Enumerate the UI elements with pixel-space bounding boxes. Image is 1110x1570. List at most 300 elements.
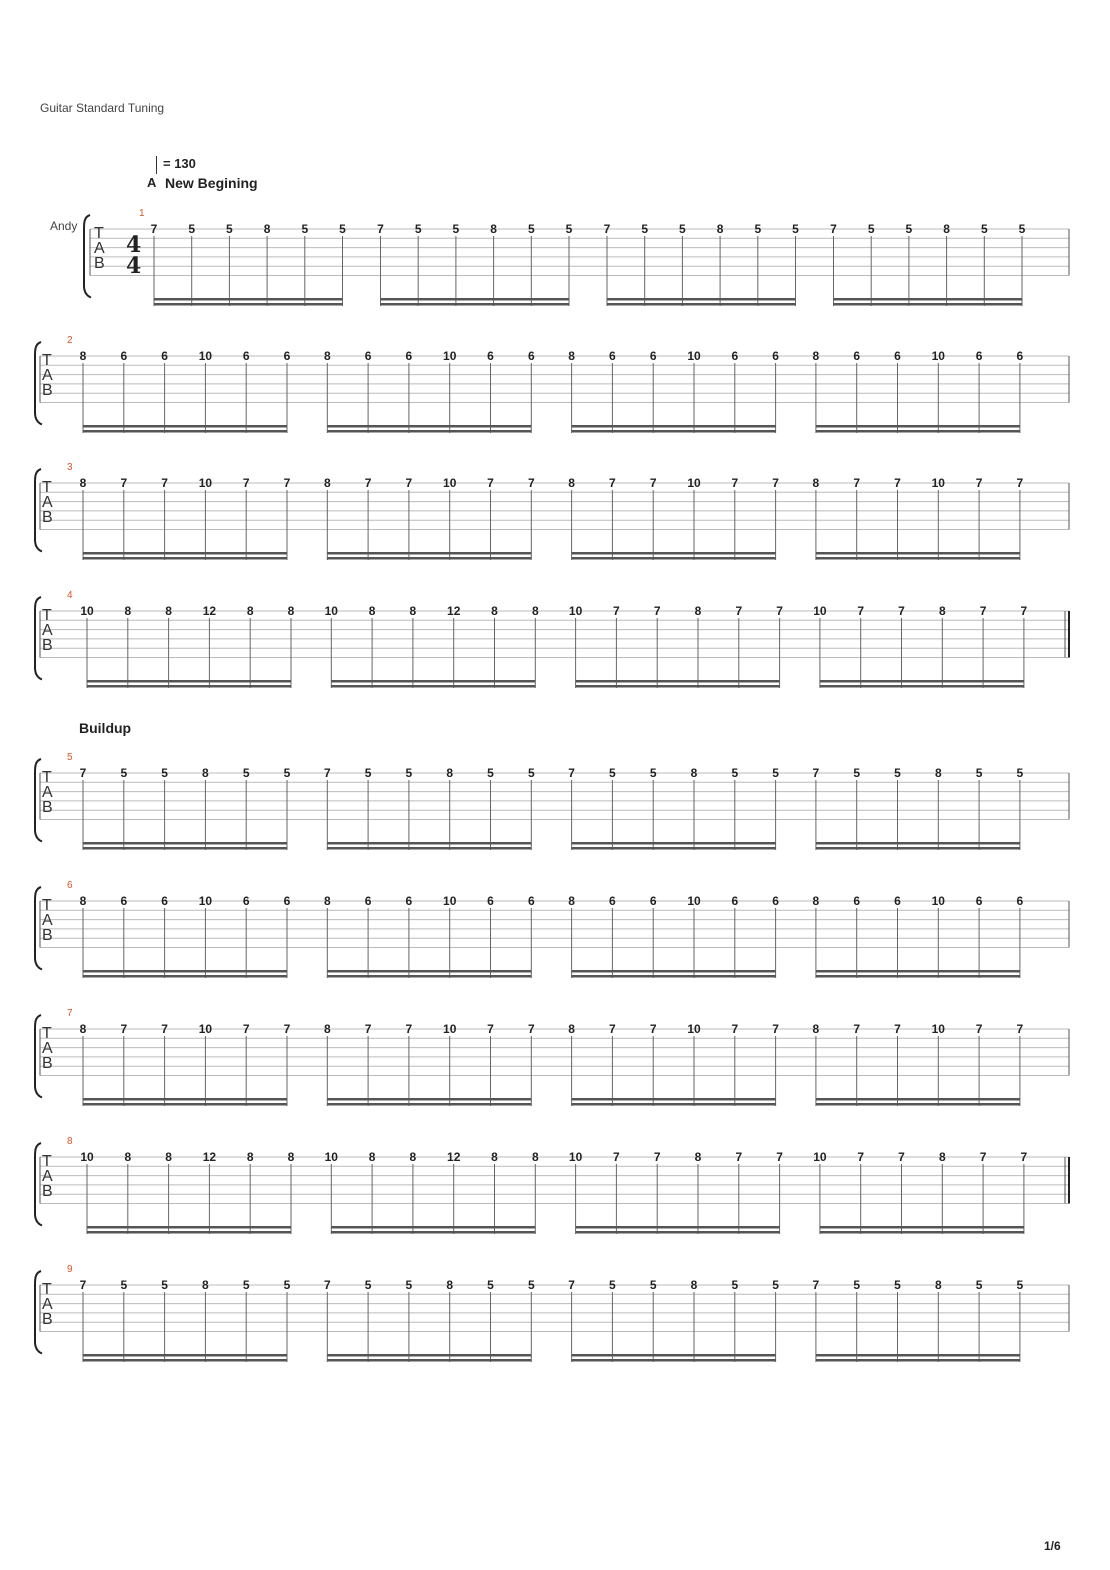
section-title-buildup: Buildup (79, 720, 132, 736)
fret-number: 10 (443, 894, 457, 908)
section-title-new-begining: New Begining (165, 175, 258, 191)
fret-number: 7 (975, 476, 983, 490)
beam (816, 430, 1020, 433)
fret-number: 5 (283, 1278, 291, 1292)
beam (816, 847, 1020, 850)
fret-number: 7 (776, 1150, 783, 1164)
fret-number: 6 (1016, 894, 1024, 908)
beam (327, 425, 531, 428)
fret-number: 7 (731, 476, 739, 490)
beam (572, 842, 776, 845)
fret-number: 7 (857, 1150, 865, 1164)
bar-number: 7 (67, 1008, 73, 1019)
fret-number: 8 (124, 604, 132, 618)
beam (331, 1231, 535, 1234)
bar-number: 1 (139, 208, 145, 219)
fret-number: 8 (446, 766, 454, 780)
bar-number: 8 (67, 1136, 73, 1147)
fret-number: 8 (690, 1278, 698, 1292)
beam (572, 1098, 776, 1101)
beam (327, 1103, 531, 1106)
fret-number: 7 (898, 1150, 905, 1164)
tab-clef-letter: B (94, 255, 105, 272)
bar-number: 9 (67, 1264, 73, 1275)
fret-number: 5 (609, 1278, 616, 1292)
fret-number: 7 (812, 766, 820, 780)
fret-number: 7 (405, 476, 413, 490)
fret-number: 7 (527, 476, 535, 490)
beam (83, 557, 287, 560)
fret-number: 10 (80, 604, 94, 618)
page-number: 1/6 (1044, 1539, 1061, 1553)
fret-number: 7 (830, 222, 837, 236)
fret-number: 10 (813, 1150, 827, 1164)
beam (576, 680, 780, 683)
beam (327, 847, 531, 850)
fret-number: 7 (603, 222, 611, 236)
beam (83, 430, 287, 433)
fret-number: 10 (931, 349, 945, 363)
beam (572, 847, 776, 850)
fret-number: 7 (894, 1022, 901, 1036)
beam (816, 425, 1020, 428)
fret-number: 10 (198, 476, 213, 490)
fret-number: 5 (283, 766, 291, 780)
fret-number: 8 (812, 1022, 820, 1036)
beam (816, 970, 1020, 973)
beam (83, 552, 287, 555)
fret-number: 6 (161, 349, 168, 363)
fret-number: 7 (979, 604, 987, 618)
fret-number: 5 (452, 222, 460, 236)
beam (381, 298, 570, 301)
fret-number: 12 (447, 1150, 461, 1164)
fret-number: 8 (165, 604, 172, 618)
fret-number: 8 (368, 604, 376, 618)
tab-clef-letter: A (42, 1168, 53, 1185)
fret-number: 6 (975, 894, 983, 908)
fret-number: 6 (120, 894, 128, 908)
beam (327, 430, 531, 433)
fret-number: 5 (609, 766, 616, 780)
beam (816, 1354, 1020, 1357)
fret-number: 7 (79, 766, 87, 780)
fret-number: 7 (653, 1150, 661, 1164)
beam (572, 557, 776, 560)
bar-number: 2 (67, 335, 73, 346)
tab-clef-letter: T (42, 769, 52, 786)
fret-number: 7 (772, 1022, 779, 1036)
fret-number: 8 (246, 604, 254, 618)
beam (83, 970, 287, 973)
beam (816, 1103, 1020, 1106)
fret-number: 5 (772, 1278, 779, 1292)
fret-number: 6 (405, 894, 413, 908)
fret-number: 7 (613, 1150, 620, 1164)
tab-clef-letter: B (42, 509, 53, 526)
fret-number: 5 (161, 766, 168, 780)
fret-number: 7 (120, 476, 128, 490)
fret-number: 7 (242, 1022, 250, 1036)
fret-number: 8 (812, 349, 820, 363)
fret-number: 5 (894, 766, 901, 780)
fret-number: 8 (938, 1150, 946, 1164)
tab-clef-letter: A (42, 622, 53, 639)
tab-clef-letter: B (42, 637, 53, 654)
fret-number: 6 (1016, 349, 1024, 363)
fret-number: 8 (79, 476, 87, 490)
beam (83, 1098, 287, 1101)
fret-number: 5 (975, 1278, 983, 1292)
fret-number: 7 (812, 1278, 820, 1292)
fret-number: 5 (1016, 766, 1024, 780)
fret-number: 7 (161, 476, 168, 490)
fret-number: 7 (242, 476, 250, 490)
fret-number: 8 (409, 1150, 417, 1164)
beam (327, 1354, 531, 1357)
fret-number: 5 (527, 222, 535, 236)
beam (154, 298, 343, 301)
fret-number: 8 (446, 1278, 454, 1292)
fret-number: 6 (894, 349, 901, 363)
fret-number: 8 (934, 766, 942, 780)
beam (572, 975, 776, 978)
bar-number: 3 (67, 462, 73, 473)
beam (576, 685, 780, 688)
fret-number: 5 (731, 1278, 739, 1292)
fret-number: 7 (853, 1022, 861, 1036)
fret-number: 10 (198, 1022, 213, 1036)
fret-number: 8 (368, 1150, 376, 1164)
fret-number: 7 (735, 604, 743, 618)
beam (327, 557, 531, 560)
fret-number: 6 (364, 894, 372, 908)
fret-number: 7 (79, 1278, 87, 1292)
tab-clef-letter: A (94, 240, 105, 257)
tab-clef-letter: B (42, 382, 53, 399)
beam (327, 552, 531, 555)
fret-number: 7 (487, 476, 494, 490)
fret-number: 12 (202, 1150, 217, 1164)
beam (816, 842, 1020, 845)
fret-number: 5 (731, 766, 739, 780)
fret-number: 5 (867, 222, 875, 236)
fret-number: 8 (409, 604, 417, 618)
fret-number: 5 (754, 222, 762, 236)
tab-clef-letter: A (42, 494, 53, 511)
tab-clef-letter: A (42, 1296, 53, 1313)
fret-number: 5 (679, 222, 686, 236)
fret-number: 6 (283, 894, 291, 908)
beam (83, 847, 287, 850)
fret-number: 5 (980, 222, 988, 236)
fret-number: 10 (931, 894, 945, 908)
beam (83, 842, 287, 845)
fret-number: 10 (198, 894, 213, 908)
fret-number: 5 (649, 1278, 657, 1292)
fret-number: 7 (377, 222, 384, 236)
fret-number: 7 (364, 476, 372, 490)
fret-number: 5 (364, 1278, 372, 1292)
fret-number: 10 (687, 894, 701, 908)
beam (83, 1354, 287, 1357)
tab-clef-letter: B (42, 1183, 53, 1200)
system-bracket (35, 759, 42, 842)
fret-number: 8 (165, 1150, 172, 1164)
tab-clef-letter: A (42, 784, 53, 801)
fret-number: 7 (323, 766, 331, 780)
fret-number: 6 (527, 349, 535, 363)
fret-number: 5 (853, 1278, 861, 1292)
fret-number: 10 (813, 604, 827, 618)
fret-number: 7 (1016, 1022, 1024, 1036)
fret-number: 10 (198, 349, 213, 363)
fret-number: 8 (323, 1022, 331, 1036)
fret-number: 8 (568, 476, 575, 490)
fret-number: 5 (120, 766, 128, 780)
beam (331, 680, 535, 683)
beam (381, 303, 570, 306)
fret-number: 7 (613, 604, 620, 618)
beam (572, 1359, 776, 1362)
fret-number: 10 (687, 349, 701, 363)
beam (83, 1103, 287, 1106)
tab-clef-letter: B (42, 799, 53, 816)
fret-number: 6 (487, 349, 494, 363)
fret-number: 7 (776, 604, 783, 618)
fret-number: 5 (649, 766, 657, 780)
fret-number: 5 (565, 222, 573, 236)
time-signature-denominator: 4 (126, 253, 142, 279)
beam (816, 552, 1020, 555)
fret-number: 8 (263, 222, 271, 236)
fret-number: 5 (853, 766, 861, 780)
tab-clef-letter: T (42, 352, 52, 369)
beam (816, 975, 1020, 978)
fret-number: 6 (242, 349, 250, 363)
fret-number: 8 (491, 1150, 498, 1164)
beam (816, 557, 1020, 560)
fret-number: 8 (124, 1150, 132, 1164)
fret-number: 5 (405, 1278, 413, 1292)
fret-number: 8 (531, 604, 539, 618)
fret-number: 10 (443, 1022, 457, 1036)
time-signature-numerator: 4 (126, 232, 142, 258)
fret-number: 8 (491, 604, 498, 618)
fret-number: 6 (527, 894, 535, 908)
tab-clef-letter: A (42, 367, 53, 384)
bar-number: 6 (67, 880, 73, 891)
fret-number: 10 (568, 1150, 583, 1164)
fret-number: 7 (609, 1022, 616, 1036)
fret-number: 8 (202, 766, 209, 780)
beam (572, 430, 776, 433)
fret-number: 5 (527, 766, 535, 780)
section-marker-icon: A (147, 175, 157, 190)
fret-number: 5 (364, 766, 372, 780)
fret-number: 5 (792, 222, 799, 236)
fret-number: 5 (894, 1278, 901, 1292)
beam (834, 298, 1023, 301)
beam (83, 1359, 287, 1362)
fret-number: 7 (979, 1150, 987, 1164)
fret-number: 7 (568, 1278, 575, 1292)
fret-number: 5 (242, 1278, 250, 1292)
beam (87, 685, 291, 688)
fret-number: 8 (246, 1150, 254, 1164)
fret-number: 7 (649, 1022, 657, 1036)
fret-number: 10 (931, 476, 945, 490)
fret-number: 8 (938, 604, 946, 618)
fret-number: 8 (568, 1022, 575, 1036)
beam (576, 1231, 780, 1234)
fret-number: 10 (324, 1150, 338, 1164)
fret-number: 6 (772, 894, 779, 908)
fret-number: 7 (853, 476, 861, 490)
fret-number: 6 (772, 349, 779, 363)
fret-number: 6 (609, 894, 616, 908)
fret-number: 6 (609, 349, 616, 363)
beam (331, 685, 535, 688)
tempo-marking: = 130 (163, 156, 196, 171)
fret-number: 5 (301, 222, 309, 236)
beam (327, 970, 531, 973)
fret-number: 7 (653, 604, 661, 618)
fret-number: 6 (120, 349, 128, 363)
tab-clef-letter: T (42, 479, 52, 496)
fret-number: 7 (1020, 1150, 1028, 1164)
beam (327, 1098, 531, 1101)
fret-number: 7 (405, 1022, 413, 1036)
beam (87, 1226, 291, 1229)
fret-number: 8 (812, 894, 820, 908)
fret-number: 8 (323, 894, 331, 908)
tab-clef-letter: T (42, 1025, 52, 1042)
fret-number: 7 (609, 476, 616, 490)
fret-number: 8 (79, 894, 87, 908)
track-name: Andy (50, 219, 78, 233)
system-bracket (35, 1015, 42, 1098)
fret-number: 5 (120, 1278, 128, 1292)
fret-number: 8 (79, 1022, 87, 1036)
fret-number: 8 (202, 1278, 209, 1292)
fret-number: 8 (79, 349, 87, 363)
fret-number: 8 (716, 222, 724, 236)
fret-number: 7 (283, 476, 291, 490)
fret-number: 7 (120, 1022, 128, 1036)
beam (576, 1226, 780, 1229)
tab-clef-letter: T (42, 1153, 52, 1170)
fret-number: 6 (405, 349, 413, 363)
fret-number: 5 (226, 222, 233, 236)
fret-number: 8 (323, 349, 331, 363)
fret-number: 5 (1016, 1278, 1024, 1292)
fret-number: 7 (323, 1278, 331, 1292)
fret-number: 12 (447, 604, 461, 618)
fret-number: 5 (242, 766, 250, 780)
beam (87, 680, 291, 683)
beam (83, 975, 287, 978)
fret-number: 5 (405, 766, 413, 780)
system-bracket (35, 1143, 42, 1226)
fret-number: 7 (1020, 604, 1028, 618)
system-bracket (35, 469, 42, 552)
fret-number: 8 (690, 766, 698, 780)
beam (816, 1359, 1020, 1362)
fret-number: 7 (1016, 476, 1024, 490)
fret-number: 7 (857, 604, 865, 618)
fret-number: 10 (443, 349, 457, 363)
tab-clef-letter: B (42, 1055, 53, 1072)
beam (816, 1098, 1020, 1101)
tuning-label: Guitar Standard Tuning (40, 101, 165, 115)
fret-number: 5 (161, 1278, 168, 1292)
fret-number: 8 (287, 604, 295, 618)
bar-number: 5 (67, 752, 73, 763)
beam (572, 970, 776, 973)
beam (572, 1103, 776, 1106)
beam (331, 1226, 535, 1229)
fret-number: 7 (487, 1022, 494, 1036)
fret-number: 7 (568, 766, 575, 780)
fret-number: 7 (649, 476, 657, 490)
fret-number: 6 (975, 349, 983, 363)
beam (572, 1354, 776, 1357)
fret-number: 6 (853, 894, 861, 908)
fret-number: 8 (287, 1150, 295, 1164)
fret-number: 7 (898, 604, 905, 618)
fret-number: 5 (414, 222, 422, 236)
fret-number: 5 (339, 222, 346, 236)
beam (154, 303, 343, 306)
fret-number: 7 (731, 1022, 739, 1036)
fret-number: 7 (161, 1022, 168, 1036)
fret-number: 6 (487, 894, 494, 908)
beam (820, 680, 1024, 683)
fret-number: 10 (687, 476, 701, 490)
beam (327, 975, 531, 978)
fret-number: 7 (735, 1150, 743, 1164)
fret-number: 5 (975, 766, 983, 780)
fret-number: 6 (649, 349, 657, 363)
fret-number: 8 (531, 1150, 539, 1164)
fret-number: 8 (934, 1278, 942, 1292)
fret-number: 6 (364, 349, 372, 363)
fret-number: 12 (202, 604, 217, 618)
fret-number: 6 (894, 894, 901, 908)
fret-number: 6 (853, 349, 861, 363)
beam (87, 1231, 291, 1234)
fret-number: 7 (283, 1022, 291, 1036)
tab-clef-letter: A (42, 1040, 53, 1057)
beam (607, 303, 796, 306)
fret-number: 10 (931, 1022, 945, 1036)
fret-number: 10 (80, 1150, 94, 1164)
beam (572, 425, 776, 428)
fret-number: 5 (487, 1278, 494, 1292)
fret-number: 5 (188, 222, 196, 236)
fret-number: 8 (568, 894, 575, 908)
fret-number: 5 (772, 766, 779, 780)
tab-clef-letter: T (42, 897, 52, 914)
fret-number: 7 (527, 1022, 535, 1036)
fret-number: 7 (364, 1022, 372, 1036)
fret-number: 7 (772, 476, 779, 490)
bar-number: 4 (67, 590, 73, 601)
system-bracket (35, 1271, 42, 1354)
fret-number: 10 (443, 476, 457, 490)
beam (820, 1226, 1024, 1229)
